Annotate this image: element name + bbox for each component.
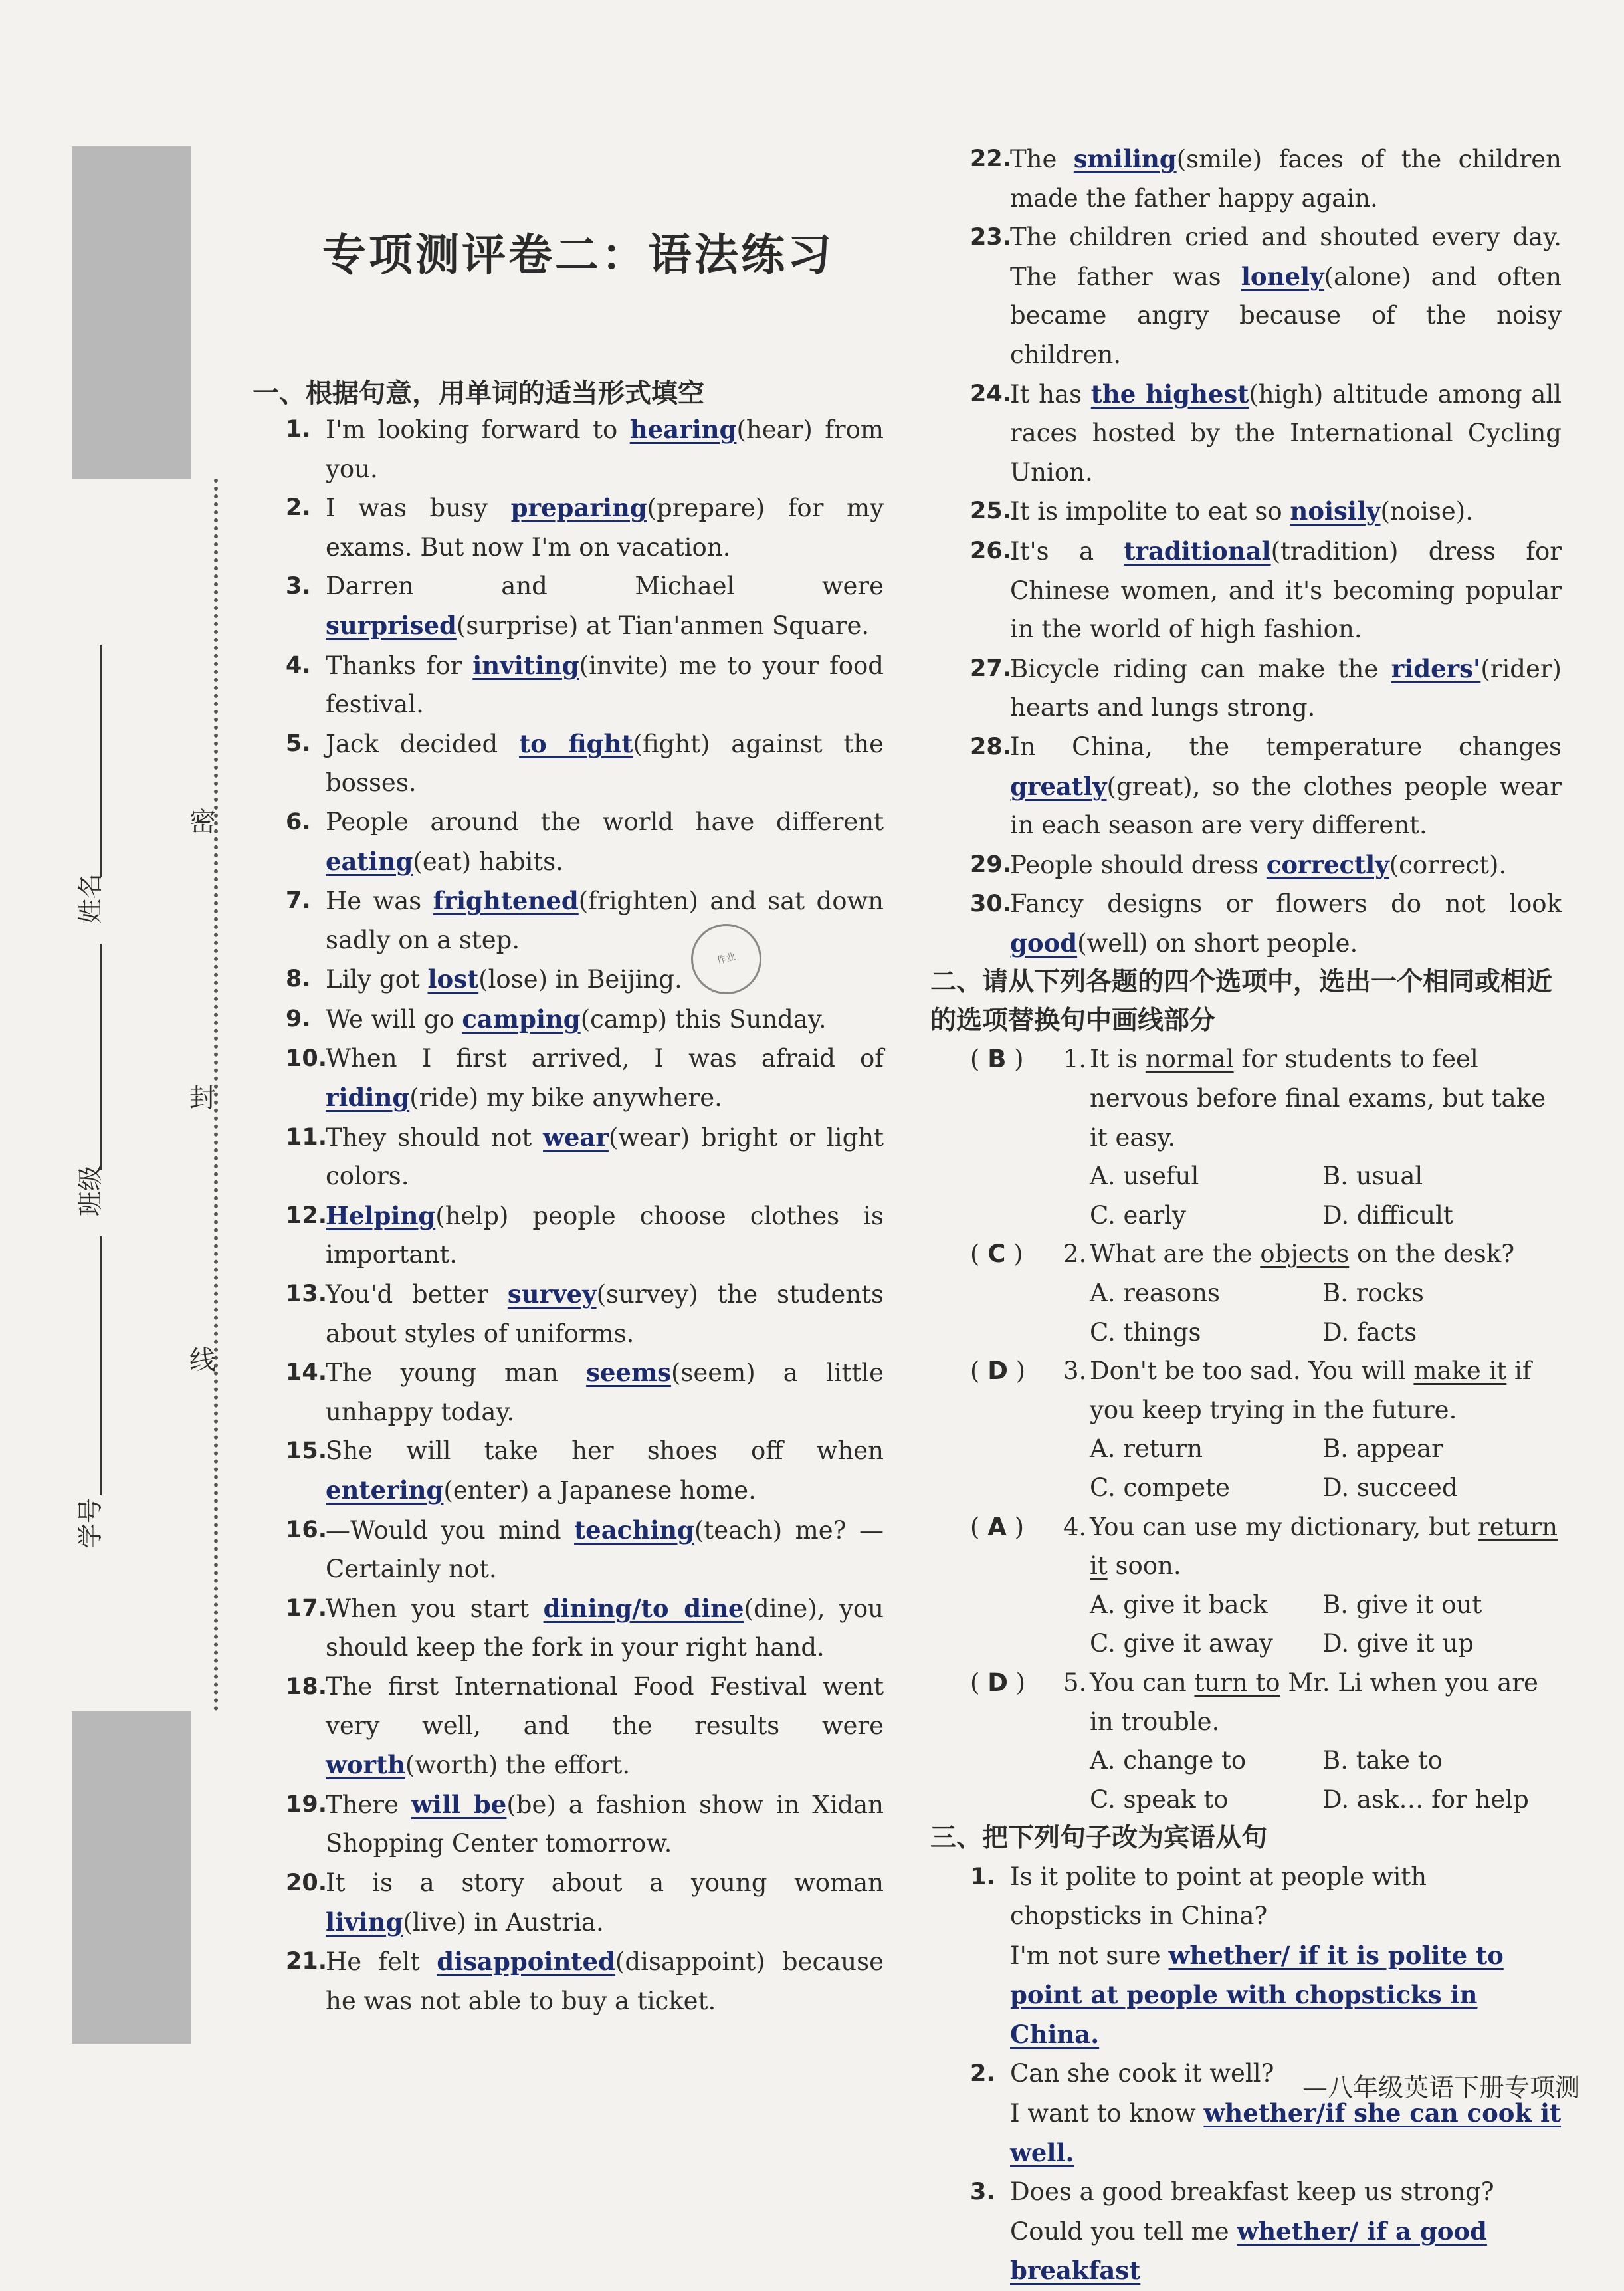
- id-line: [100, 1236, 102, 1495]
- item-number: 27.: [970, 655, 1012, 682]
- item-number: 3.: [286, 573, 311, 600]
- margin-gray-block-bottom: [72, 1711, 191, 2044]
- item-number: 26.: [970, 537, 1012, 564]
- item-text-after: (frighten) and sat down sadly on a step.: [326, 887, 884, 954]
- rewrite-item: [970, 1858, 1562, 2054]
- original-sentence: Is it polite to point at people with chopsticks in China?: [1010, 1862, 1427, 1930]
- fill-blank-item: [970, 218, 1562, 374]
- item-text-before: It's a: [1010, 536, 1124, 566]
- item-text-before: It has: [1010, 380, 1091, 409]
- item-text-after: (great), so the clothes people wear in each season are very different.: [1010, 772, 1562, 840]
- answer-blank[interactable]: to fight: [519, 728, 633, 758]
- item-number: 14.: [286, 1359, 328, 1386]
- item-number: 19.: [286, 1791, 328, 1818]
- item-number: 16.: [286, 1516, 328, 1543]
- item-text-before: The young man: [326, 1359, 587, 1388]
- fill-blank-item: [286, 1432, 884, 1510]
- answer-blank[interactable]: survey: [507, 1279, 597, 1309]
- answer-blank[interactable]: seems: [586, 1358, 671, 1388]
- answer-blank[interactable]: entering: [326, 1475, 444, 1505]
- homework-stamp: 作业: [683, 916, 769, 1002]
- item-number: 25.: [970, 498, 1012, 525]
- item-text-before: She will take her shoes off when: [326, 1436, 884, 1466]
- section1-left-column: [286, 410, 884, 2020]
- fill-blank-item: [286, 803, 884, 881]
- question-number: 1.: [1063, 1045, 1087, 1074]
- question-text-after: Mr. Li when you are in trouble.: [1090, 1668, 1538, 1736]
- item-number: 2.: [970, 2060, 995, 2088]
- item-number: 29.: [970, 851, 1012, 878]
- item-number: 6.: [286, 808, 311, 835]
- section2-heading: 二、请从下列各题的四个选项中，选出一个相同或相近的选项替换句中画线部分: [930, 967, 1553, 1036]
- item-text-after: (high) altitude among all races hosted by the International Cycling Union.: [1010, 380, 1562, 487]
- lead-text: I want to know: [1010, 2098, 1204, 2127]
- item-number: 13.: [286, 1281, 328, 1308]
- item-number: 21.: [286, 1948, 328, 1975]
- item-number: 17.: [286, 1594, 328, 1622]
- answer-paren: ( B ): [970, 1045, 1024, 1074]
- fill-blank-item: [286, 410, 884, 489]
- item-text-before: He felt: [326, 1947, 437, 1977]
- lead-text: I'm not sure: [1010, 1941, 1169, 1970]
- question-text-before: What are the: [1090, 1240, 1261, 1269]
- item-text-before: The first International Food Festival went very well, and the results were: [326, 1672, 884, 1740]
- item-text-after: (eat) habits.: [413, 847, 563, 876]
- item-text-after: (fight) against the bosses.: [326, 729, 884, 798]
- item-number: 9.: [286, 1005, 311, 1032]
- rewrite-answer[interactable]: whether/ if a good breakfast: [1010, 2216, 1487, 2286]
- section1-heading: 一、根据句意，用单词的适当形式填空: [253, 378, 704, 409]
- answer-blank[interactable]: will be: [411, 1789, 507, 1819]
- question-text-before: Don't be too sad. You will: [1090, 1357, 1414, 1386]
- id-label: 学号: [76, 1497, 105, 1549]
- item-text-after: (alone) and often became angry because of the noisy children.: [1010, 262, 1562, 369]
- item-text-before: You'd better: [326, 1280, 508, 1309]
- underlined-phrase: normal: [1145, 1045, 1234, 1074]
- class-line: [100, 944, 102, 1170]
- answer-blank[interactable]: surprised: [326, 610, 457, 640]
- answer-blank[interactable]: riders': [1391, 653, 1481, 683]
- item-text-after: (wear) bright or light colors.: [326, 1123, 884, 1191]
- option[interactable]: A. useful: [1090, 1162, 1199, 1191]
- fill-blank-item: [286, 1196, 884, 1275]
- rewrite-answer[interactable]: whether/if she can cook it well.: [1010, 2098, 1562, 2167]
- name-label: 姓名: [76, 873, 105, 924]
- item-number: 12.: [286, 1202, 328, 1229]
- option[interactable]: D. difficult: [1322, 1200, 1453, 1230]
- underlined-phrase: make it: [1413, 1357, 1507, 1386]
- item-number: 11.: [286, 1123, 328, 1150]
- question-number: 3.: [1063, 1357, 1087, 1386]
- item-text-before: Thanks for: [326, 651, 473, 680]
- item-text-after: (lose) in Beijing.: [478, 965, 682, 994]
- option[interactable]: D. facts: [1322, 1317, 1417, 1347]
- fill-blank-item: [286, 1118, 884, 1196]
- fill-blank-item: [286, 1000, 884, 1039]
- item-text-after: (dine), you should keep the fork in your right hand.: [326, 1594, 884, 1662]
- answer-blank[interactable]: good: [1010, 928, 1078, 958]
- item-text-after: (worth) the effort.: [405, 1751, 631, 1780]
- underlined-phrase: objects: [1260, 1240, 1350, 1269]
- fill-blank-item: [970, 649, 1562, 728]
- fill-blank-item: [286, 646, 884, 724]
- item-text-before: People around the world have different: [326, 807, 884, 836]
- item-number: 22.: [970, 146, 1012, 172]
- option[interactable]: C. things: [1090, 1317, 1201, 1347]
- answer-blank[interactable]: correctly: [1266, 849, 1389, 879]
- choice-question: [970, 1235, 1562, 1352]
- seal-char-2: 封: [189, 1083, 216, 1113]
- page-title: 专项测评卷二：语法练习: [322, 229, 834, 280]
- fill-blank-item: [970, 140, 1562, 218]
- item-text-before: People should dress: [1010, 850, 1267, 879]
- question-number: 4.: [1063, 1512, 1087, 1541]
- item-number: 4.: [286, 651, 311, 679]
- answer-paren: ( D ): [970, 1357, 1026, 1386]
- item-number: 28.: [970, 733, 1012, 760]
- item-text-before: Fancy designs or flowers do not look: [1010, 889, 1562, 919]
- item-text-after: (help) people choose clothes is important.: [326, 1201, 884, 1269]
- fill-blank-item: [970, 492, 1562, 532]
- choice-answer[interactable]: A: [987, 1512, 1007, 1541]
- option[interactable]: B. rocks: [1322, 1279, 1424, 1308]
- name-line: [100, 645, 102, 877]
- answer-blank[interactable]: traditional: [1124, 536, 1271, 566]
- choice-question: [970, 1664, 1562, 1819]
- underlined-phrase: turn to: [1194, 1668, 1280, 1697]
- answer-blank[interactable]: eating: [326, 846, 413, 876]
- question-text-after: for students to feel nervous before final exams, but take it easy.: [1090, 1045, 1546, 1152]
- option[interactable]: D. succeed: [1322, 1473, 1458, 1502]
- rewrite-line: [1010, 2094, 1562, 2173]
- option[interactable]: D. ask… for help: [1322, 1785, 1529, 1814]
- option[interactable]: C. early: [1090, 1200, 1186, 1230]
- option[interactable]: A. change to: [1090, 1746, 1247, 1775]
- page-footer: —八年级英语下册专项测: [1302, 2073, 1581, 2102]
- underlined-phrase: return it: [1090, 1512, 1558, 1581]
- item-text-before: It is a story about a young woman: [326, 1868, 884, 1897]
- answer-blank[interactable]: riding: [326, 1083, 410, 1113]
- fill-blank-item: [970, 375, 1562, 492]
- original-sentence: Does a good breakfast keep us strong?: [1010, 2177, 1494, 2207]
- item-text-after: (noise).: [1380, 497, 1473, 526]
- item-text-after: (teach) me? —Certainly not.: [326, 1515, 884, 1584]
- seal-char-1: 密: [189, 807, 216, 837]
- seal-char-3: 线: [189, 1345, 216, 1376]
- rewrite-item: [970, 2173, 1562, 2291]
- fill-blank-item: [970, 845, 1562, 885]
- options-grid: [1090, 1430, 1562, 1507]
- item-text-before: Darren and Michael were: [326, 572, 884, 601]
- item-text-before: —Would you mind: [326, 1515, 575, 1545]
- fill-blank-item: [286, 489, 884, 567]
- fill-blank-item: [970, 728, 1562, 845]
- item-number: 10.: [286, 1045, 328, 1072]
- rewrite-answer[interactable]: whether/ if it is polite to point at people with chopsticks in China.: [1010, 1940, 1504, 2049]
- item-text-after: (ride) my bike anywhere.: [409, 1083, 722, 1113]
- option[interactable]: A. return: [1090, 1434, 1203, 1464]
- lead-text: Could you tell me: [1010, 2217, 1237, 2246]
- item-text-after: (correct).: [1389, 850, 1507, 879]
- fill-blank-item: [286, 1668, 884, 1785]
- item-number: 20.: [286, 1869, 328, 1896]
- options-grid: [1090, 1157, 1562, 1235]
- choice-answer[interactable]: D: [987, 1668, 1008, 1697]
- fill-blank-item: [286, 1942, 884, 2020]
- item-text-after: (camp) this Sunday.: [580, 1004, 827, 1034]
- question-number: 5.: [1063, 1668, 1087, 1697]
- option[interactable]: C. give it away: [1090, 1629, 1273, 1658]
- answer-blank[interactable]: dining/to dine: [543, 1593, 744, 1623]
- item-text-before: Bicycle riding can make the: [1010, 654, 1391, 683]
- option[interactable]: A. give it back: [1090, 1590, 1268, 1619]
- fill-blank-item: [286, 567, 884, 645]
- fill-blank-item: [286, 1511, 884, 1589]
- fill-blank-item: [286, 1353, 884, 1432]
- item-text-after: (disappoint) because he was not able to buy a ticket.: [326, 1947, 884, 2015]
- option[interactable]: C. speak to: [1090, 1785, 1229, 1814]
- choice-question: [970, 1352, 1562, 1507]
- answer-paren: ( A ): [970, 1512, 1025, 1541]
- options-grid: [1090, 1586, 1562, 1664]
- option[interactable]: B. give it out: [1322, 1590, 1482, 1619]
- question-text-before: You can: [1090, 1668, 1195, 1697]
- answer-blank[interactable]: disappointed: [437, 1947, 615, 1977]
- item-text-before: We will go: [326, 1004, 462, 1034]
- answer-blank[interactable]: Helping: [326, 1200, 436, 1230]
- option[interactable]: C. compete: [1090, 1473, 1230, 1502]
- item-number: 30.: [970, 891, 1012, 918]
- choice-question: [970, 1040, 1562, 1235]
- fill-blank-item: [286, 1039, 884, 1118]
- margin-gray-block-top: [72, 146, 191, 479]
- answer-blank[interactable]: wear: [543, 1122, 609, 1152]
- item-number: 1.: [286, 416, 311, 443]
- answer-blank[interactable]: teaching: [574, 1515, 694, 1545]
- fill-blank-item: [286, 1864, 884, 1942]
- fill-blank-item: [286, 881, 884, 960]
- item-text-after: (prepare) for my exams. But now I'm on vacation.: [326, 494, 884, 562]
- answer-blank[interactable]: camping: [462, 1004, 581, 1034]
- option[interactable]: A. reasons: [1090, 1279, 1220, 1308]
- choice-question: [970, 1508, 1562, 1664]
- section3-heading: 三、把下列句子改为宾语从句: [930, 1823, 1268, 1854]
- right-column: [930, 140, 1562, 2291]
- fill-blank-item: [970, 885, 1562, 963]
- option[interactable]: B. appear: [1322, 1434, 1443, 1464]
- item-text-after: (invite) me to your food festival.: [326, 651, 884, 719]
- question-text-after: on the desk?: [1349, 1240, 1515, 1269]
- answer-blank[interactable]: preparing: [510, 493, 647, 523]
- fill-blank-item: [970, 532, 1562, 649]
- fill-blank-item: [286, 724, 884, 803]
- item-number: 23.: [970, 224, 1012, 251]
- answer-paren: ( D ): [970, 1668, 1026, 1697]
- item-text-before: They should not: [326, 1123, 544, 1152]
- item-text-before: There: [326, 1790, 411, 1819]
- answer-blank[interactable]: inviting: [472, 650, 579, 680]
- answer-blank[interactable]: noisily: [1290, 496, 1381, 526]
- rewrite-line: [1010, 2212, 1562, 2291]
- item-text-after: (seem) a little unhappy today.: [326, 1359, 884, 1426]
- answer-blank[interactable]: lost: [427, 964, 479, 994]
- answer-blank[interactable]: lonely: [1241, 261, 1324, 291]
- item-text-after: (enter) a Japanese home.: [443, 1476, 756, 1505]
- fill-blank-item: [286, 1589, 884, 1668]
- item-text-after: (surprise) at Tian'anmen Square.: [456, 611, 870, 640]
- options-grid: [1090, 1274, 1562, 1352]
- answer-paren: ( C ): [970, 1240, 1023, 1269]
- answer-blank[interactable]: living: [326, 1907, 403, 1937]
- answer-blank[interactable]: greatly: [1010, 771, 1107, 801]
- item-text-after: (rider) hearts and lungs strong.: [1010, 654, 1562, 722]
- item-number: 15.: [286, 1438, 328, 1465]
- fill-blank-item: [286, 1785, 884, 1864]
- item-text-before: I'm looking forward to: [326, 415, 630, 444]
- item-number: 8.: [286, 966, 311, 993]
- option[interactable]: B. take to: [1322, 1746, 1443, 1775]
- item-number: 7.: [286, 887, 311, 915]
- item-text-after: (hear) from you.: [326, 415, 884, 483]
- question-text-after: soon.: [1107, 1551, 1181, 1581]
- item-text-before: I was busy: [326, 494, 511, 523]
- item-text-after: (well) on short people.: [1077, 928, 1358, 958]
- item-number: 18.: [286, 1674, 328, 1700]
- item-text-after: (be) a fashion show in Xidan Shopping Center tomorrow.: [326, 1790, 884, 1858]
- item-text-before: Jack decided: [326, 729, 520, 758]
- item-number: 3.: [970, 2179, 995, 2206]
- answer-blank[interactable]: smiling: [1073, 144, 1177, 173]
- item-number: 2.: [286, 494, 311, 522]
- item-text-after: (tradition) dress for Chinese women, and it's becoming popular in the world of high fashion.: [1010, 536, 1562, 644]
- rewrite-line: [1010, 1936, 1562, 2055]
- item-number: 24.: [970, 380, 1012, 407]
- item-text-before: When you start: [326, 1594, 544, 1623]
- item-text-after: (live) in Austria.: [403, 1908, 604, 1937]
- class-label: 班级: [76, 1165, 105, 1216]
- item-text-after: (survey) the students about styles of uniforms.: [326, 1280, 884, 1348]
- answer-blank[interactable]: hearing: [629, 415, 737, 444]
- item-text-before: In China, the temperature changes: [1010, 732, 1562, 761]
- answer-blank[interactable]: the highest: [1090, 379, 1249, 409]
- question-text-after: if you keep trying in the future.: [1090, 1357, 1532, 1424]
- item-text-before: Lily got: [326, 965, 428, 994]
- answer-blank[interactable]: worth: [326, 1750, 406, 1780]
- question-text-before: You can use my dictionary, but: [1090, 1512, 1478, 1541]
- item-number: 1.: [970, 1864, 995, 1891]
- item-text-before: The children cried and shouted every day. The father was: [1010, 223, 1562, 291]
- item-text-before: It is impolite to eat so: [1010, 497, 1290, 526]
- item-text-before: The: [1010, 145, 1074, 173]
- fill-blank-item: [286, 960, 884, 1000]
- question-number: 2.: [1063, 1240, 1087, 1269]
- item-text-before: He was: [326, 887, 433, 916]
- option[interactable]: B. usual: [1322, 1162, 1423, 1191]
- item-number: 5.: [286, 730, 311, 757]
- question-text-before: It is: [1090, 1045, 1146, 1074]
- choice-answer[interactable]: B: [987, 1045, 1007, 1074]
- choice-answer[interactable]: C: [987, 1240, 1006, 1269]
- fill-blank-item: [286, 1275, 884, 1353]
- item-text-after: (smile) faces of the children made the father happy again.: [1010, 145, 1562, 213]
- options-grid: [1090, 1741, 1562, 1819]
- choice-answer[interactable]: D: [987, 1357, 1008, 1386]
- original-sentence: Can she cook it well?: [1010, 2059, 1274, 2088]
- option[interactable]: D. give it up: [1322, 1629, 1474, 1658]
- item-text-before: When I first arrived, I was afraid of: [326, 1043, 884, 1073]
- answer-blank[interactable]: frightened: [433, 886, 579, 916]
